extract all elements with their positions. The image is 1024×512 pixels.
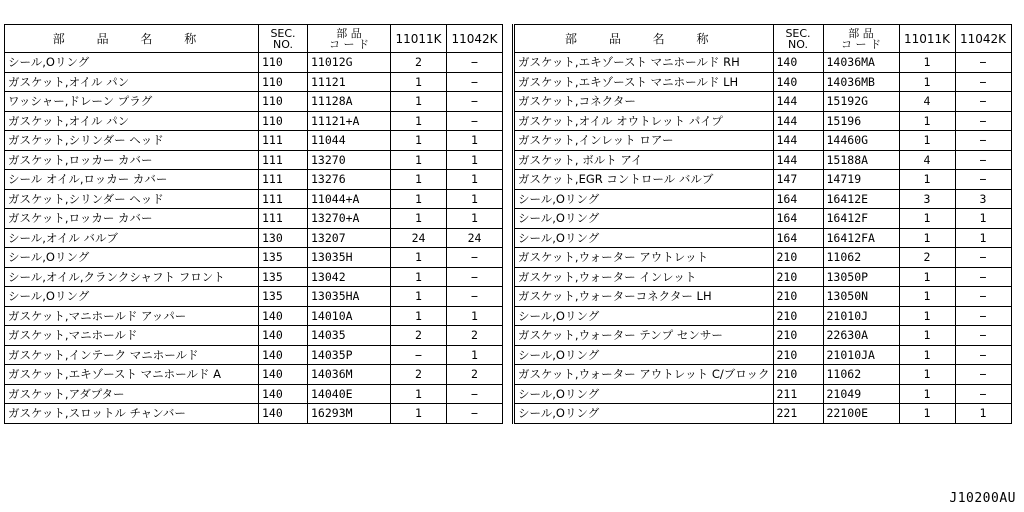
section-number-cell: 110: [259, 53, 308, 73]
part-code-cell: 13050P: [823, 267, 899, 287]
part-name-cell: ガスケット,EGR コントロール バルブ: [514, 170, 774, 190]
qty-11042k-cell: −: [955, 306, 1011, 326]
table-row: [5, 365, 503, 385]
qty-11042k-cell: −: [447, 404, 503, 424]
table-row: [5, 228, 503, 248]
section-number-cell: 140: [259, 306, 308, 326]
part-name-cell: ガスケット,ウォーター テンプ センサー: [514, 326, 774, 346]
parts-table-left: [4, 24, 503, 424]
section-number-cell: 164: [773, 189, 823, 209]
table-row: [5, 111, 503, 131]
table-row: [5, 267, 503, 287]
part-name-cell: ガスケット,オイル パン: [5, 111, 259, 131]
part-name-cell: シール,Oリング: [5, 287, 259, 307]
qty-11042k-cell: −: [955, 170, 1011, 190]
part-name-cell: シール,Oリング: [5, 53, 259, 73]
section-number-cell: 111: [259, 189, 308, 209]
part-name-cell: シール,オイル バルブ: [5, 228, 259, 248]
qty-11011k-cell: 2: [391, 365, 447, 385]
qty-11011k-cell: 1: [391, 384, 447, 404]
qty-11011k-cell: 1: [899, 287, 955, 307]
table-row: [5, 72, 503, 92]
part-name-cell: ガスケット,エキゾースト マニホールド A: [5, 365, 259, 385]
part-name-cell: ガスケット,ウォーター アウトレット C/ブロック: [514, 365, 774, 385]
part-code-cell: 14040E: [308, 384, 391, 404]
part-code-cell: 15196: [823, 111, 899, 131]
qty-11011k-cell: 1: [899, 209, 955, 229]
section-number-cell: 140: [259, 326, 308, 346]
part-code-cell: 14719: [823, 170, 899, 190]
qty-11042k-cell: 1: [447, 150, 503, 170]
part-code-cell: 14035P: [308, 345, 391, 365]
qty-11042k-cell: −: [955, 248, 1011, 268]
qty-11042k-cell: −: [955, 267, 1011, 287]
table-row: [514, 306, 1012, 326]
part-name-cell: ガスケット,シリンダー ヘッド: [5, 131, 259, 151]
part-name-cell: シール オイル,ロッカー カバー: [5, 170, 259, 190]
section-number-cell: 164: [773, 228, 823, 248]
part-code-cell: 16412FA: [823, 228, 899, 248]
part-name-cell: ガスケット,コネクター: [514, 92, 774, 112]
table-row: [514, 92, 1012, 112]
section-number-cell: 110: [259, 72, 308, 92]
header-qty-11042k: 11042K: [447, 25, 503, 53]
qty-11042k-cell: 1: [447, 306, 503, 326]
qty-11042k-cell: 24: [447, 228, 503, 248]
table-row: [514, 170, 1012, 190]
qty-11042k-cell: 1: [447, 209, 503, 229]
qty-11042k-cell: 1: [447, 345, 503, 365]
section-number-cell: 210: [773, 306, 823, 326]
part-code-cell: 14036MB: [823, 72, 899, 92]
part-code-cell: 11121+A: [308, 111, 391, 131]
part-code-cell: 11062: [823, 248, 899, 268]
section-number-cell: 221: [773, 404, 823, 424]
qty-11011k-cell: 1: [899, 326, 955, 346]
part-code-cell: 13207: [308, 228, 391, 248]
part-name-cell: ワッシャー,ドレーン プラグ: [5, 92, 259, 112]
parts-table-right: [512, 24, 1012, 424]
part-name-cell: ガスケット,ウォーター アウトレット: [514, 248, 774, 268]
header-row: [5, 25, 503, 53]
part-name-cell: ガスケット,マニホールド: [5, 326, 259, 346]
part-name-cell: シール,Oリング: [514, 404, 774, 424]
qty-11042k-cell: 3: [955, 189, 1011, 209]
part-name-cell: シール,Oリング: [514, 228, 774, 248]
qty-11011k-cell: 1: [391, 92, 447, 112]
section-number-cell: 111: [259, 170, 308, 190]
table-row: [514, 365, 1012, 385]
part-code-cell: 11044: [308, 131, 391, 151]
qty-11011k-cell: 24: [391, 228, 447, 248]
header-sec-no: SEC. NO.: [773, 25, 823, 53]
section-number-cell: 144: [773, 111, 823, 131]
part-name-cell: ガスケット,オイル パン: [5, 72, 259, 92]
part-code-cell: 15188A: [823, 150, 899, 170]
part-name-cell: ガスケット,ウォーター インレット: [514, 267, 774, 287]
qty-11011k-cell: 1: [391, 248, 447, 268]
qty-11011k-cell: −: [391, 345, 447, 365]
part-name-cell: ガスケット,スロットル チャンバー: [5, 404, 259, 424]
part-code-cell: 13035HA: [308, 287, 391, 307]
section-number-cell: 144: [773, 131, 823, 151]
qty-11011k-cell: 1: [391, 209, 447, 229]
section-number-cell: 210: [773, 267, 823, 287]
table-row: [5, 384, 503, 404]
qty-11042k-cell: 1: [447, 189, 503, 209]
qty-11042k-cell: −: [955, 326, 1011, 346]
qty-11042k-cell: −: [447, 287, 503, 307]
qty-11042k-cell: 2: [447, 326, 503, 346]
qty-11042k-cell: −: [955, 384, 1011, 404]
part-name-cell: ガスケット,インテーク マニホールド: [5, 345, 259, 365]
qty-11011k-cell: 1: [899, 267, 955, 287]
part-code-cell: 14036MA: [823, 53, 899, 73]
section-number-cell: 211: [773, 384, 823, 404]
qty-11042k-cell: 1: [955, 404, 1011, 424]
part-code-cell: 14036M: [308, 365, 391, 385]
part-code-cell: 22100E: [823, 404, 899, 424]
table-row: [5, 53, 503, 73]
qty-11042k-cell: −: [955, 365, 1011, 385]
qty-11042k-cell: 1: [955, 209, 1011, 229]
part-code-cell: 21049: [823, 384, 899, 404]
qty-11042k-cell: 1: [447, 131, 503, 151]
qty-11011k-cell: 2: [899, 248, 955, 268]
part-code-cell: 16412E: [823, 189, 899, 209]
section-number-cell: 210: [773, 326, 823, 346]
header-part-name: 部 品 名 称: [514, 25, 774, 53]
qty-11011k-cell: 4: [899, 150, 955, 170]
qty-11011k-cell: 1: [899, 384, 955, 404]
qty-11011k-cell: 1: [899, 345, 955, 365]
part-name-cell: ガスケット, ボルト アイ: [514, 150, 774, 170]
qty-11011k-cell: 1: [899, 228, 955, 248]
table-row: [5, 306, 503, 326]
qty-11042k-cell: −: [447, 384, 503, 404]
table-row: [514, 404, 1012, 424]
table-row: [514, 189, 1012, 209]
qty-11011k-cell: 1: [899, 131, 955, 151]
qty-11011k-cell: 1: [391, 287, 447, 307]
part-name-cell: ガスケット,ウォーターコネクター LH: [514, 287, 774, 307]
part-code-cell: 14010A: [308, 306, 391, 326]
part-name-cell: シール,Oリング: [514, 189, 774, 209]
section-number-cell: 210: [773, 287, 823, 307]
part-name-cell: シール,Oリング: [514, 306, 774, 326]
part-name-cell: ガスケット,ロッカー カバー: [5, 209, 259, 229]
part-code-cell: 15192G: [823, 92, 899, 112]
part-code-cell: 11121: [308, 72, 391, 92]
qty-11042k-cell: −: [447, 53, 503, 73]
table-row: [5, 248, 503, 268]
header-qty-11011k: 11011K: [391, 25, 447, 53]
table-row: [514, 345, 1012, 365]
qty-11042k-cell: −: [447, 248, 503, 268]
qty-11042k-cell: −: [955, 111, 1011, 131]
qty-11042k-cell: −: [447, 267, 503, 287]
section-number-cell: 135: [259, 267, 308, 287]
table-row: [514, 111, 1012, 131]
part-code-cell: 22630A: [823, 326, 899, 346]
section-number-cell: 140: [773, 72, 823, 92]
part-name-cell: シール,Oリング: [514, 345, 774, 365]
table-row: [5, 170, 503, 190]
section-number-cell: 144: [773, 150, 823, 170]
part-name-cell: シール,Oリング: [514, 209, 774, 229]
qty-11011k-cell: 1: [899, 111, 955, 131]
part-name-cell: ガスケット,アダプター: [5, 384, 259, 404]
part-code-cell: 16412F: [823, 209, 899, 229]
part-name-cell: シール,Oリング: [5, 248, 259, 268]
part-code-cell: 11012G: [308, 53, 391, 73]
part-name-cell: ガスケット,マニホールド アッパー: [5, 306, 259, 326]
section-number-cell: 135: [259, 287, 308, 307]
section-number-cell: 111: [259, 209, 308, 229]
part-name-cell: ガスケット,ロッカー カバー: [5, 150, 259, 170]
table-row: [5, 131, 503, 151]
part-code-cell: 13276: [308, 170, 391, 190]
part-code-cell: 13042: [308, 267, 391, 287]
part-code-cell: 11062: [823, 365, 899, 385]
section-number-cell: 164: [773, 209, 823, 229]
header-part-code: 部 品 コ ー ド: [823, 25, 899, 53]
table-row: [5, 150, 503, 170]
qty-11042k-cell: −: [955, 92, 1011, 112]
table-row: [514, 72, 1012, 92]
table-row: [5, 209, 503, 229]
section-number-cell: 210: [773, 345, 823, 365]
qty-11042k-cell: −: [955, 287, 1011, 307]
part-code-cell: 11044+A: [308, 189, 391, 209]
qty-11011k-cell: 1: [391, 404, 447, 424]
table-row: [5, 92, 503, 112]
qty-11011k-cell: 1: [391, 306, 447, 326]
part-code-cell: 11128A: [308, 92, 391, 112]
table-row: [514, 248, 1012, 268]
table-row: [5, 345, 503, 365]
figure-id: J10200AU: [949, 491, 1016, 506]
section-number-cell: 140: [259, 365, 308, 385]
part-code-cell: 14035: [308, 326, 391, 346]
qty-11042k-cell: −: [955, 150, 1011, 170]
qty-11011k-cell: 3: [899, 189, 955, 209]
qty-11042k-cell: −: [955, 53, 1011, 73]
part-name-cell: ガスケット,エキゾースト マニホールド RH: [514, 53, 774, 73]
header-row: [514, 25, 1012, 53]
table-row: [5, 287, 503, 307]
qty-11042k-cell: −: [955, 131, 1011, 151]
part-name-cell: ガスケット,オイル オウトレット パイプ: [514, 111, 774, 131]
part-name-cell: シール,オイル,クランクシャフト フロント: [5, 267, 259, 287]
section-number-cell: 140: [259, 404, 308, 424]
table-row: [514, 267, 1012, 287]
part-code-cell: 13050N: [823, 287, 899, 307]
section-number-cell: 135: [259, 248, 308, 268]
part-code-cell: 13035H: [308, 248, 391, 268]
section-number-cell: 130: [259, 228, 308, 248]
section-number-cell: 210: [773, 248, 823, 268]
table-row: [514, 326, 1012, 346]
qty-11011k-cell: 2: [391, 326, 447, 346]
table-row: [514, 131, 1012, 151]
qty-11042k-cell: −: [955, 345, 1011, 365]
qty-11011k-cell: 1: [391, 150, 447, 170]
header-qty-11011k: 11011K: [899, 25, 955, 53]
section-number-cell: 140: [259, 345, 308, 365]
section-number-cell: 111: [259, 131, 308, 151]
qty-11011k-cell: 1: [899, 72, 955, 92]
table-row: [5, 404, 503, 424]
part-name-cell: ガスケット,エキゾースト マニホールド LH: [514, 72, 774, 92]
part-name-cell: ガスケット,シリンダー ヘッド: [5, 189, 259, 209]
qty-11011k-cell: 4: [899, 92, 955, 112]
qty-11011k-cell: 1: [391, 189, 447, 209]
qty-11042k-cell: 1: [955, 228, 1011, 248]
qty-11011k-cell: 1: [391, 131, 447, 151]
part-name-cell: ガスケット,インレット ロアー: [514, 131, 774, 151]
qty-11042k-cell: −: [447, 111, 503, 131]
section-number-cell: 110: [259, 111, 308, 131]
header-sec-no: SEC. NO.: [259, 25, 308, 53]
part-code-cell: 14460G: [823, 131, 899, 151]
part-code-cell: 21010JA: [823, 345, 899, 365]
section-number-cell: 147: [773, 170, 823, 190]
table-row: [514, 53, 1012, 73]
qty-11042k-cell: −: [447, 92, 503, 112]
table-row: [514, 287, 1012, 307]
qty-11011k-cell: 1: [899, 53, 955, 73]
section-number-cell: 111: [259, 150, 308, 170]
section-number-cell: 144: [773, 92, 823, 112]
section-number-cell: 210: [773, 365, 823, 385]
header-part-code: 部 品 コ ー ド: [308, 25, 391, 53]
qty-11011k-cell: 2: [391, 53, 447, 73]
table-row: [514, 209, 1012, 229]
section-number-cell: 140: [259, 384, 308, 404]
part-code-cell: 16293M: [308, 404, 391, 424]
part-code-cell: 13270: [308, 150, 391, 170]
section-number-cell: 140: [773, 53, 823, 73]
table-row: [514, 228, 1012, 248]
header-qty-11042k: 11042K: [955, 25, 1011, 53]
qty-11042k-cell: 2: [447, 365, 503, 385]
qty-11011k-cell: 1: [391, 111, 447, 131]
qty-11042k-cell: −: [955, 72, 1011, 92]
qty-11011k-cell: 1: [391, 170, 447, 190]
qty-11011k-cell: 1: [899, 170, 955, 190]
qty-11042k-cell: −: [447, 72, 503, 92]
part-code-cell: 13270+A: [308, 209, 391, 229]
qty-11011k-cell: 1: [391, 267, 447, 287]
table-row: [5, 189, 503, 209]
qty-11011k-cell: 1: [899, 306, 955, 326]
table-row: [5, 326, 503, 346]
table-row: [514, 384, 1012, 404]
section-number-cell: 110: [259, 92, 308, 112]
table-row: [514, 150, 1012, 170]
qty-11011k-cell: 1: [391, 72, 447, 92]
qty-11042k-cell: 1: [447, 170, 503, 190]
part-name-cell: シール,Oリング: [514, 384, 774, 404]
part-code-cell: 21010J: [823, 306, 899, 326]
qty-11011k-cell: 1: [899, 404, 955, 424]
qty-11011k-cell: 1: [899, 365, 955, 385]
header-part-name: 部 品 名 称: [5, 25, 259, 53]
